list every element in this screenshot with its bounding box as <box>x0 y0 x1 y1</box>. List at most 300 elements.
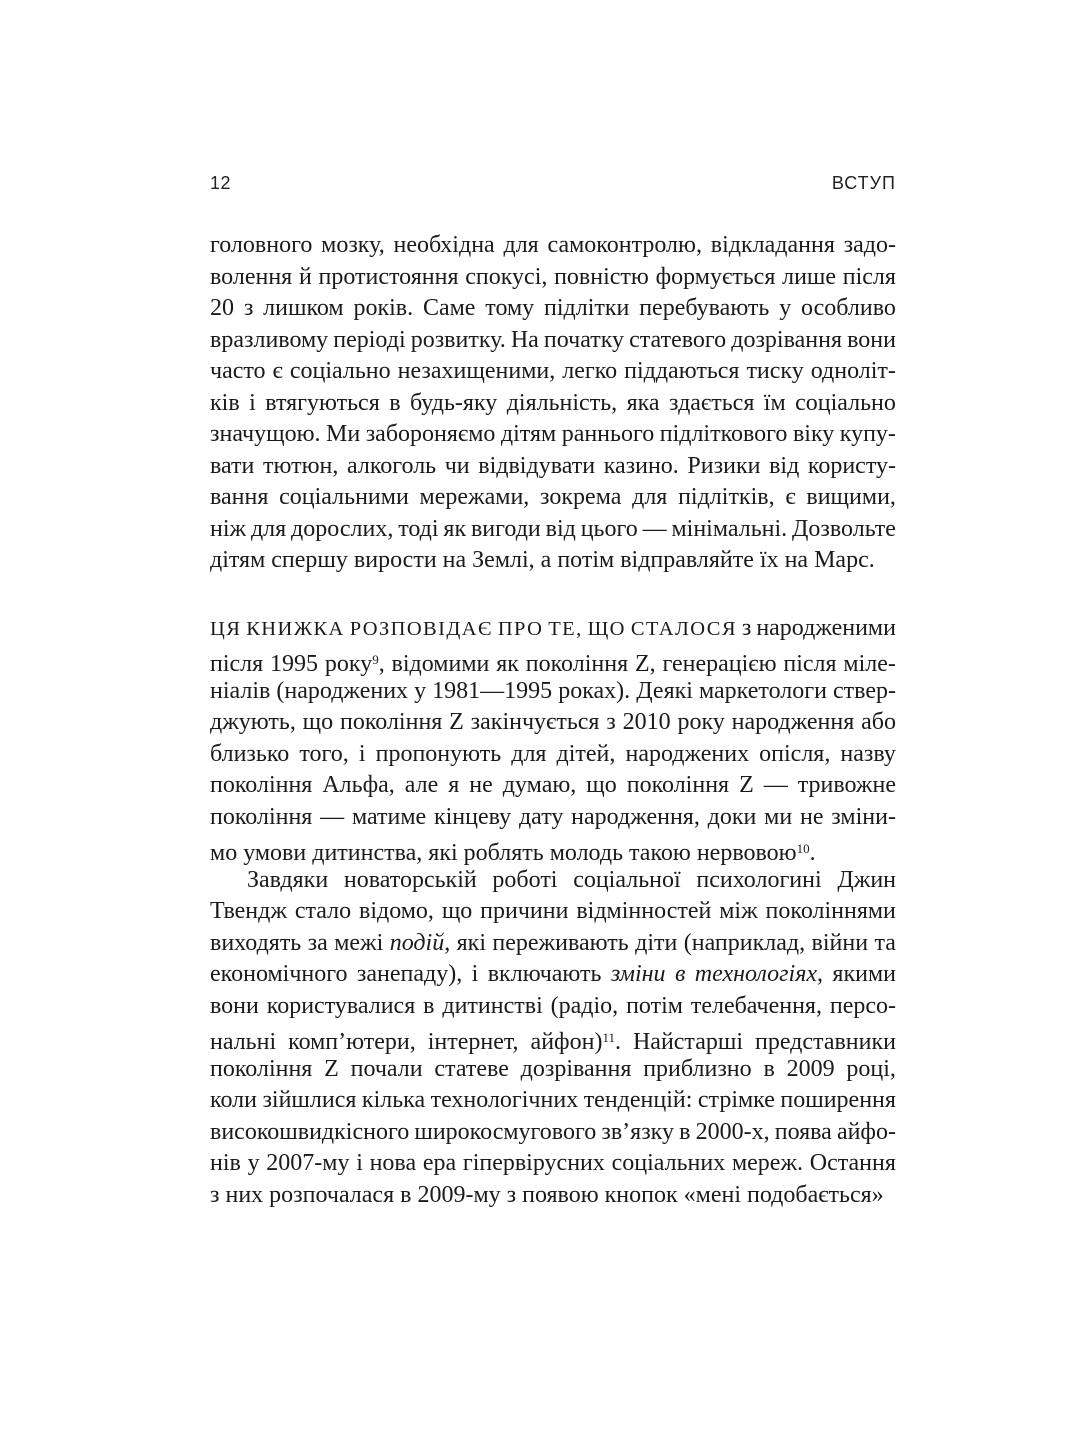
text-segment: років. <box>353 295 414 321</box>
word <box>276 676 408 708</box>
text-segment: (народжених <box>276 677 409 704</box>
word <box>511 739 546 771</box>
word <box>503 230 538 262</box>
word <box>573 865 680 897</box>
text-segment: покоління <box>626 772 730 798</box>
text-segment: у <box>247 1150 260 1176</box>
text-segment: ЦЯ <box>210 617 242 640</box>
text-segment: або <box>861 709 896 735</box>
word <box>210 770 312 802</box>
text-segment: між <box>719 898 758 924</box>
text-segment: й <box>298 263 312 290</box>
word <box>410 388 497 420</box>
word <box>731 325 842 357</box>
word <box>210 482 268 514</box>
word <box>571 802 700 834</box>
word <box>764 802 792 834</box>
text-line <box>210 644 896 676</box>
text-segment: коли <box>210 1087 257 1113</box>
text-segment: що <box>586 772 617 798</box>
text-segment: віку <box>792 421 835 447</box>
text-segment: тютюн, <box>263 452 339 479</box>
word <box>210 451 254 483</box>
text-segment: , <box>817 961 824 987</box>
text-segment: технологічних <box>430 1087 579 1113</box>
text-segment: головного <box>210 232 313 258</box>
text-line <box>210 1085 896 1117</box>
text-segment: року <box>677 709 725 735</box>
word <box>210 1117 409 1149</box>
text-segment: незахищеними, <box>397 358 556 384</box>
word <box>423 293 476 325</box>
word <box>398 514 438 546</box>
text-segment: соціальних <box>611 1150 726 1176</box>
text-segment: занепаду), <box>356 961 463 987</box>
text-segment: будь-яку <box>409 389 498 416</box>
word <box>785 482 795 514</box>
text-segment: Завдяки <box>247 866 329 893</box>
text-segment: зміни <box>610 961 666 987</box>
page-header-title: ВСТУП <box>831 173 896 193</box>
text-segment: представники <box>755 1029 896 1055</box>
word <box>511 325 539 357</box>
text-segment: формується <box>655 263 776 290</box>
text-segment: що <box>302 709 334 735</box>
word <box>210 991 259 1023</box>
word <box>677 707 724 739</box>
text-line <box>210 833 896 865</box>
word <box>492 865 557 897</box>
text-segment: відвідувати <box>478 452 596 479</box>
word <box>366 419 496 451</box>
text-segment: з <box>243 295 254 321</box>
text-segment: після <box>783 651 837 677</box>
text-segment: виходять <box>210 929 302 956</box>
text-segment: поколіннями <box>765 898 896 924</box>
text-segment: Деякі <box>636 677 693 704</box>
word <box>210 802 312 834</box>
word <box>340 707 442 739</box>
text-segment: потім <box>626 992 683 1019</box>
text-segment: вати <box>210 452 255 479</box>
text-segment: зміни- <box>831 803 896 830</box>
text-line <box>210 1022 896 1054</box>
page-body <box>210 230 896 1211</box>
text-segment: не <box>799 803 824 830</box>
paragraph <box>210 613 896 865</box>
text-segment: подій <box>389 929 445 956</box>
text-segment: році, <box>846 1055 896 1082</box>
word <box>344 865 477 897</box>
text-segment: алкоголь <box>346 452 437 479</box>
word <box>376 739 502 771</box>
text-segment: від <box>545 515 576 542</box>
word <box>498 613 543 646</box>
text-segment: 1995 <box>270 651 319 677</box>
text-segment: ПРО <box>497 617 544 640</box>
text-segment: статевого <box>629 326 727 353</box>
word <box>463 1148 605 1180</box>
text-segment: Остання <box>809 1150 896 1176</box>
text-segment: пропонують <box>375 740 502 767</box>
word <box>739 770 754 802</box>
word <box>423 991 434 1023</box>
text-segment: . <box>809 840 816 866</box>
text-segment: підлітків, <box>678 484 775 510</box>
text-segment: айфон) <box>530 1029 603 1055</box>
word <box>432 676 552 708</box>
text-segment: року <box>324 651 373 677</box>
word <box>210 514 246 546</box>
word <box>624 356 739 388</box>
word <box>249 388 256 420</box>
text-segment: підліткового <box>659 421 788 447</box>
word <box>290 356 391 388</box>
text-segment: Z <box>324 1055 339 1082</box>
word <box>581 514 638 546</box>
word <box>810 1148 896 1180</box>
word <box>442 896 472 928</box>
text-segment: кілька <box>361 1087 426 1113</box>
word <box>811 356 896 388</box>
word <box>357 959 462 991</box>
text-segment: опісля, <box>759 740 831 767</box>
text-segment: 1981—1995 <box>432 677 553 704</box>
text-segment: для <box>632 484 668 510</box>
word <box>548 613 582 646</box>
text-segment: у <box>779 295 792 321</box>
text-segment: дозрівання <box>731 326 842 353</box>
text-segment: підлітки <box>544 295 630 321</box>
text-segment: ми <box>764 803 793 830</box>
word <box>558 676 630 708</box>
text-segment: інтернет, <box>427 1029 519 1055</box>
word <box>669 388 754 420</box>
word <box>656 262 776 294</box>
text-segment: Дозвольте <box>792 515 896 542</box>
word <box>356 1148 363 1180</box>
word <box>472 959 479 991</box>
word <box>782 262 836 294</box>
text-segment: необхідна <box>393 232 495 258</box>
text-segment: самоконтролю, <box>547 232 702 258</box>
paragraph <box>210 865 896 1212</box>
text-segment: 2000-х, <box>695 1118 770 1145</box>
text-segment: вигоди <box>470 515 541 542</box>
text-line <box>210 262 896 294</box>
text-segment: у <box>414 677 427 704</box>
text-segment: зокрема <box>540 484 622 510</box>
text-line <box>210 388 896 420</box>
word <box>711 230 835 262</box>
text-segment: є <box>785 484 796 510</box>
text-segment: і <box>471 961 479 987</box>
word <box>576 896 711 928</box>
text-segment: дітей, <box>556 740 616 767</box>
text-segment: включають <box>487 961 602 987</box>
text-line <box>210 293 896 325</box>
word <box>414 676 426 708</box>
text-segment: для <box>511 740 547 767</box>
text-segment: та <box>874 929 896 956</box>
word <box>279 482 409 514</box>
text-segment: покоління <box>210 803 313 830</box>
text-segment: зійшлися <box>262 1087 357 1113</box>
text-segment: лишком <box>263 295 344 321</box>
text-segment: покоління <box>210 772 313 798</box>
text-segment: і <box>249 389 256 416</box>
word <box>501 419 556 451</box>
word <box>798 770 896 802</box>
text-segment: періоді <box>333 326 406 353</box>
word <box>471 514 541 546</box>
word <box>800 802 824 834</box>
word <box>295 896 351 928</box>
word <box>562 356 617 388</box>
word <box>210 613 241 646</box>
word <box>763 1054 774 1086</box>
text-line <box>210 514 896 546</box>
word <box>423 1148 456 1180</box>
text-segment: тривожне <box>797 772 896 798</box>
word <box>699 676 827 708</box>
word <box>586 770 616 802</box>
text-segment: дозрівання <box>520 1055 632 1082</box>
text-segment: назву <box>840 740 896 767</box>
text-segment: (наприклад, <box>683 929 806 956</box>
word <box>353 293 413 325</box>
text-segment: ків <box>210 389 240 416</box>
text-line <box>210 1180 896 1212</box>
word <box>808 451 896 483</box>
word <box>625 739 749 771</box>
word <box>251 514 286 546</box>
text-segment: діяльність, <box>506 389 618 416</box>
text-segment: соціальної <box>573 866 681 893</box>
word <box>405 770 439 802</box>
text-segment: яка <box>626 389 660 416</box>
word <box>626 991 683 1023</box>
footnote-reference: 10 <box>796 841 810 856</box>
text-segment: втягуються <box>265 389 380 416</box>
text-segment: стало <box>294 898 352 924</box>
word <box>696 865 821 897</box>
text-segment: і <box>358 740 366 767</box>
word <box>629 325 726 357</box>
text-segment: роках). <box>558 677 631 704</box>
word <box>732 707 855 739</box>
text-segment: народження, <box>571 803 700 830</box>
word <box>308 928 328 960</box>
word <box>632 482 667 514</box>
text-segment: мо умови дитинства, які роблять молодь такою нервовою <box>210 840 797 866</box>
word <box>334 928 383 960</box>
text-segment: думаю, <box>502 772 577 798</box>
word <box>606 707 615 739</box>
text-segment: що <box>441 898 473 924</box>
text-segment: (радіо, <box>550 992 619 1019</box>
text-segment: — <box>320 803 345 830</box>
word <box>793 419 834 451</box>
word <box>326 419 360 451</box>
word <box>350 613 493 646</box>
text-line <box>210 991 896 1023</box>
text-segment: лише <box>782 263 837 290</box>
text-segment: в <box>674 961 686 987</box>
text-segment: дітям спершу вирости на Землі, а потім відправляйте їх на Марс. <box>210 547 875 573</box>
word <box>562 419 655 451</box>
text-segment: чи <box>444 452 470 479</box>
word <box>457 928 486 960</box>
word <box>210 262 292 294</box>
text-segment: в <box>389 389 401 416</box>
word <box>742 613 751 645</box>
text-segment: ЩО <box>587 617 626 640</box>
text-line <box>210 419 896 451</box>
text-segment: переживають <box>492 929 629 956</box>
word <box>266 1148 349 1180</box>
text-segment: Z <box>449 709 464 735</box>
text-segment: відкладання <box>710 232 835 258</box>
text-segment: часто <box>210 358 266 384</box>
text-segment: протистояння <box>318 263 459 290</box>
text-line <box>210 545 896 577</box>
footnote-reference: 9 <box>372 652 379 667</box>
word <box>660 419 788 451</box>
text-segment: з <box>741 614 752 641</box>
word <box>639 293 769 325</box>
word <box>847 325 896 357</box>
text-segment: міле- <box>843 651 896 677</box>
text-segment: персо- <box>829 992 896 1019</box>
word <box>370 1148 417 1180</box>
word <box>390 928 451 960</box>
word <box>521 1054 632 1086</box>
word <box>299 739 348 771</box>
word <box>478 451 595 483</box>
text-segment: — <box>763 772 788 798</box>
text-segment: стрімке <box>697 1087 775 1113</box>
word <box>554 262 649 294</box>
text-segment: з <box>606 709 616 735</box>
text-line <box>210 325 896 357</box>
text-segment: доки <box>707 803 757 830</box>
text-segment: тенденцій: <box>583 1087 693 1113</box>
word <box>779 293 791 325</box>
text-segment: для <box>503 232 539 258</box>
text-segment: які <box>456 929 486 956</box>
word <box>546 514 576 546</box>
word <box>635 928 677 960</box>
word <box>832 959 896 991</box>
text-segment: я <box>448 772 460 798</box>
text-segment: тоді <box>398 515 439 542</box>
word <box>434 1054 508 1086</box>
word <box>210 739 289 771</box>
text-segment: вразливому <box>210 326 329 353</box>
text-segment: широкосмугового <box>414 1118 597 1145</box>
text-segment: раннього <box>561 421 655 447</box>
text-segment: технологіях <box>694 961 818 987</box>
word <box>321 230 385 262</box>
text-segment: в <box>763 1055 775 1082</box>
word <box>846 1054 896 1086</box>
text-segment: ніж <box>210 515 247 542</box>
word <box>246 613 345 646</box>
text-line <box>210 896 896 928</box>
text-segment: того, <box>299 740 349 767</box>
word <box>265 388 380 420</box>
word <box>623 707 671 739</box>
word <box>843 262 896 294</box>
text-segment: межі <box>334 929 384 956</box>
word <box>678 482 775 514</box>
word <box>210 230 312 262</box>
text-segment: відомо, <box>358 898 434 924</box>
word <box>210 356 266 388</box>
text-segment: не <box>469 772 493 798</box>
text-segment: спокусі, <box>465 263 548 290</box>
word <box>698 1085 775 1117</box>
text-line <box>210 770 896 802</box>
word <box>636 676 693 708</box>
word <box>210 388 240 420</box>
word <box>831 802 896 834</box>
word <box>557 739 616 771</box>
text-segment: здається <box>669 389 755 416</box>
word <box>480 896 568 928</box>
text-segment: Ризики <box>687 452 761 479</box>
word <box>687 451 760 483</box>
word <box>691 991 822 1023</box>
text-segment: дітям <box>500 421 557 447</box>
text-line <box>210 959 896 991</box>
word <box>303 707 333 739</box>
text-segment: дату <box>518 803 564 830</box>
word <box>840 739 896 771</box>
text-segment: як <box>443 515 467 542</box>
text-segment: покоління <box>339 709 443 735</box>
word <box>671 514 787 546</box>
footnote-reference: 11 <box>602 1030 615 1045</box>
text-line <box>210 865 896 897</box>
word <box>299 262 312 294</box>
word <box>764 388 786 420</box>
text-segment: перебувають <box>639 295 770 321</box>
word <box>795 388 896 420</box>
text-segment: одноліт- <box>810 358 896 384</box>
text-segment: з них розпочалася в 2009-му з появою кнопок «мені подобається» <box>210 1181 884 1208</box>
text-segment: користу- <box>807 452 896 479</box>
text-segment: народження <box>731 709 855 735</box>
word <box>210 419 321 451</box>
word <box>210 707 296 739</box>
word <box>324 1054 339 1086</box>
word <box>812 928 869 960</box>
word <box>449 707 464 739</box>
word <box>210 293 234 325</box>
text-segment: покоління <box>210 1055 313 1082</box>
word <box>210 896 287 928</box>
word <box>719 896 757 928</box>
text-segment: легко <box>562 358 618 384</box>
text-segment: айфо- <box>836 1118 896 1145</box>
word <box>448 770 459 802</box>
word <box>830 991 896 1023</box>
text-segment: економічного <box>210 961 348 987</box>
text-line <box>210 230 896 262</box>
word <box>362 1085 425 1117</box>
